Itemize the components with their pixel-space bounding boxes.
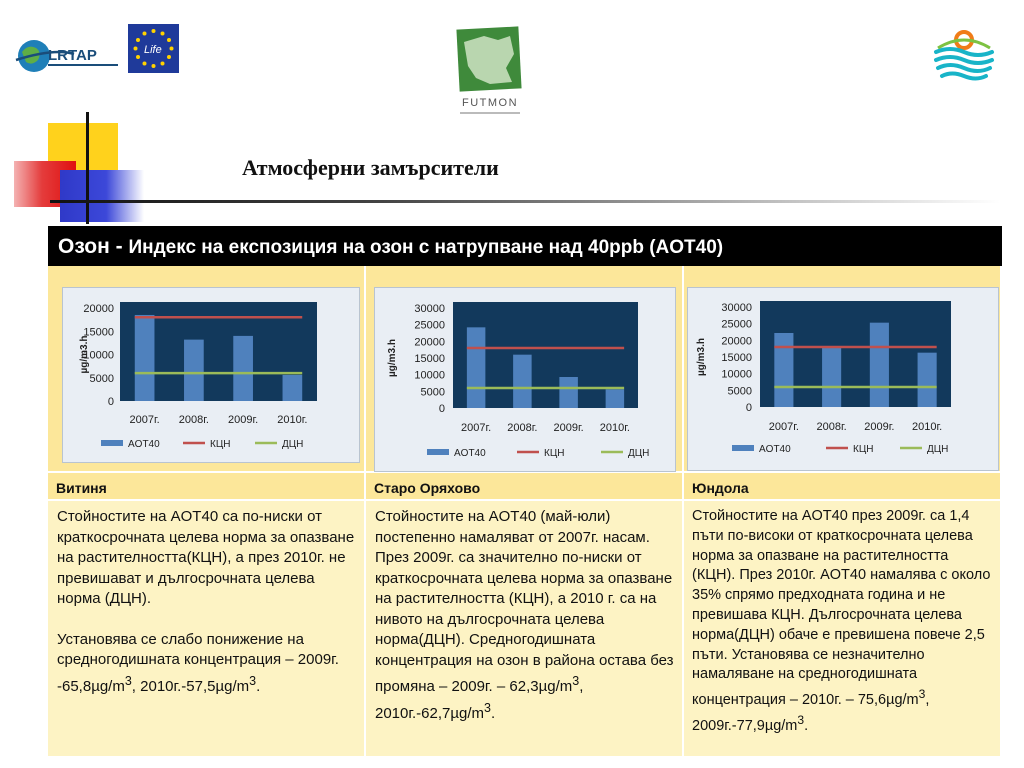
futmon-logo-text: FUTMON: [461, 97, 519, 109]
y-tick-label: 5000: [420, 386, 445, 399]
y-tick-label: 30000: [721, 302, 752, 314]
staro-text: Стойностите на AOT40 (май-юли) постепенно намаляват от 2007г. насам. През 2009г. са значително по-ниски от краткосрочната целева норма за опазване на растителността (КЦН), а 2010 г. са на нивото на дългосрочната целева норма(ДЦН). Средногодишната концентрация на озон в района остава без промяна – 2009г. – 62,3µg/m: [375, 508, 674, 695]
yundola-paragraph: [692, 507, 992, 736]
yundola-mid: , 2009г.-77,9µg/m: [692, 692, 930, 734]
y-tick-label: 25000: [414, 319, 445, 332]
x-tick-label: 2007г.: [129, 414, 160, 426]
y-tick-label: 20000: [83, 303, 114, 315]
x-tick-label: 2008г.: [816, 421, 847, 433]
bar-2010г.: [606, 389, 625, 408]
legend-label: AOT40: [759, 444, 791, 455]
chart-yundola: [687, 287, 999, 471]
sup: 3: [572, 674, 580, 688]
banner-subtitle: Индекс на експозиция на озон с натрупване над 40ppb (AOT40): [128, 237, 724, 258]
legend-swatch-aot40: [427, 449, 449, 455]
x-tick-label: 2009г.: [553, 422, 584, 434]
bar-2009г.: [559, 377, 578, 408]
futmon-logo: [440, 24, 540, 122]
chart-staro-oryahovo: [374, 287, 676, 472]
chart-vitinya: [62, 287, 360, 463]
y-tick-label: 10000: [721, 368, 752, 381]
bar-2007г.: [467, 327, 486, 408]
station-name-vitinya: Витиня: [48, 473, 366, 501]
x-tick-label: 2008г.: [178, 414, 209, 426]
y-tick-label: 10000: [414, 369, 445, 382]
legend-label: AOT40: [128, 439, 160, 450]
bar-2009г.: [233, 336, 253, 401]
legend-swatch-aot40: [101, 440, 123, 446]
y-tick-label: 15000: [414, 353, 445, 365]
y-tick-label: 0: [745, 402, 752, 414]
legend-label: ДЦН: [282, 439, 304, 450]
bar-2010г.: [918, 353, 937, 407]
x-tick-label: 2008г.: [507, 422, 538, 434]
lrtap-logo-text: LRTAP: [48, 47, 97, 64]
lrtap-logo: [14, 34, 126, 78]
x-tick-label: 2010г.: [277, 414, 308, 426]
y-tick-label: 15000: [721, 352, 752, 364]
vitinya-p2-mid: , 2010г.-57,5µg/m: [131, 677, 250, 695]
x-tick-label: 2010г.: [912, 421, 943, 433]
end: .: [490, 704, 496, 722]
life-logo-text: Life: [144, 44, 162, 56]
x-tick-label: 2007г.: [768, 421, 799, 433]
page-title: Атмосферни замърсители: [242, 155, 499, 180]
legend-label: КЦН: [210, 439, 231, 450]
legend-label: КЦН: [544, 448, 565, 459]
y-tick-label: 20000: [414, 336, 445, 349]
chart-vitinya-svg: [63, 288, 359, 462]
y-tick-label: 5000: [89, 372, 114, 385]
vitinya-paragraph-1: Стойностите на AOT40 са по-ниски от краткосрочната целева норма за опазване на растителността(КЦН), а през 2010г. не превишават и дългосрочната целева норма (ДЦН).: [57, 508, 355, 607]
sup: 3: [484, 700, 491, 715]
description-vitinya: [48, 501, 366, 758]
decor-horizontal-line: [50, 200, 1000, 203]
bar-2007г.: [135, 315, 155, 401]
y-tick-label: 25000: [721, 318, 752, 331]
y-tick-label: 5000: [727, 385, 752, 398]
description-staro-oryahovo: [366, 501, 684, 758]
chart-staro-svg: [375, 288, 675, 471]
station-name-yundola: Юндола: [684, 473, 1002, 501]
chart-cell-staro: [366, 266, 684, 473]
x-tick-label: 2010г.: [599, 422, 630, 434]
station-name-staro-oryahovo: Старо Оряхово: [366, 473, 684, 501]
sup: 3: [124, 673, 132, 688]
staro-mid: , 2010г.-62,7µg/m: [375, 678, 584, 722]
bar-2008г.: [822, 348, 841, 407]
bar-2010г.: [283, 375, 303, 401]
sup: 3: [249, 673, 257, 688]
chart-cell-vitinya: [48, 266, 366, 473]
x-tick-label: 2009г.: [864, 421, 895, 433]
eu-life-logo: [128, 24, 179, 73]
yundola-text: Стойностите на AOT40 през 2009г. са 1,4 пъти по-високи от краткосрочната целева норма за опазване на растителността (КЦН). През 2010г. AOT40 намалява с около 35% спрямо предходната година и не превишава КЦН. Дългосрочната целева норма(ДЦН) обаче е превишена повече 2,5 пъти. Установява се незначително намаляване на средногодишната концентрация – 2010г. – 75,6µg/m: [692, 508, 991, 708]
y-axis-label: µg/m3.h: [696, 338, 707, 376]
bar-2008г.: [513, 355, 532, 408]
y-axis-label: µg/m3.h: [79, 335, 90, 374]
legend-swatch-aot40: [732, 445, 754, 451]
bar-2007г.: [774, 333, 793, 407]
legend-label: ДЦН: [628, 448, 650, 459]
bar-2009г.: [870, 323, 889, 407]
sun-waves-logo: [930, 28, 998, 88]
end: .: [256, 677, 261, 695]
description-yundola: [684, 501, 1002, 758]
x-tick-label: 2007г.: [461, 422, 492, 434]
y-tick-label: 10000: [83, 349, 114, 362]
y-axis-label: µg/m3.h: [387, 339, 398, 377]
decor-blue-block: [60, 170, 144, 222]
vitinya-p2-text: Установява се слабо понижение на средногодишната концентрация – 2009г. -65,8µg/m: [57, 630, 339, 695]
stations-table: [48, 266, 1002, 758]
banner-title: Озон -: [58, 235, 123, 258]
ozone-banner: [48, 226, 1002, 268]
decor-vertical-line: [86, 112, 89, 224]
sup: 3: [797, 712, 805, 727]
y-tick-label: 0: [438, 403, 445, 415]
staro-paragraph: [375, 507, 674, 724]
y-tick-label: 20000: [721, 335, 752, 348]
legend-label: ДЦН: [927, 444, 949, 455]
y-tick-label: 0: [107, 396, 114, 408]
end: .: [804, 717, 809, 734]
chart-cell-yundola: [684, 266, 1002, 473]
x-tick-label: 2009г.: [228, 414, 259, 426]
y-tick-label: 15000: [83, 326, 114, 339]
vitinya-paragraph-2: [57, 630, 356, 698]
legend-label: КЦН: [853, 444, 874, 455]
sup: 3: [918, 687, 926, 702]
chart-yundola-svg: [688, 288, 998, 470]
legend-label: AOT40: [454, 448, 486, 459]
bar-2008г.: [184, 340, 204, 401]
y-tick-label: 30000: [414, 303, 445, 315]
